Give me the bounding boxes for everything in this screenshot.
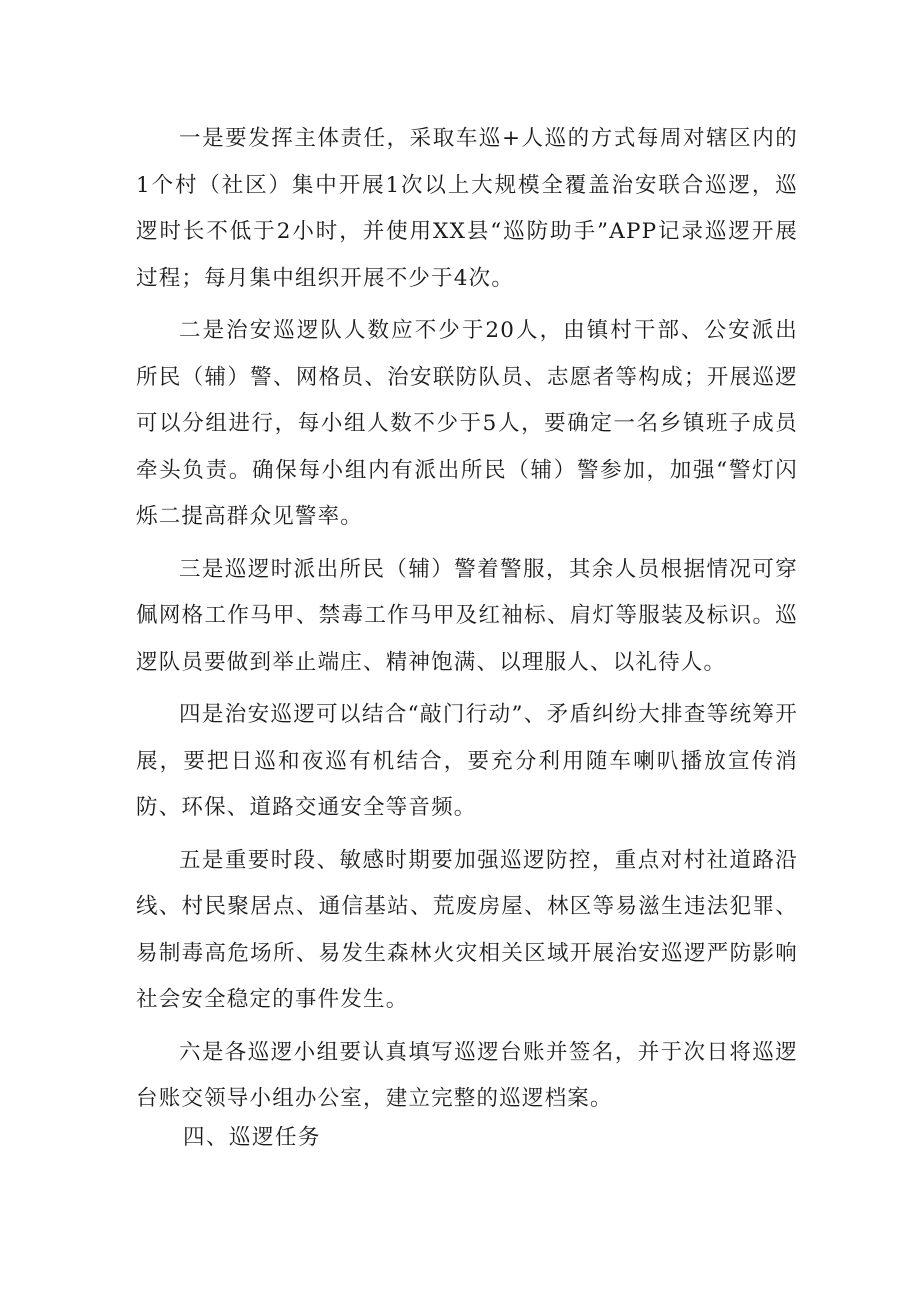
paragraph-6: 六是各巡逻小组要认真填写巡逻台账并签名，并于次日将巡逻台账交领导小组办公室，建立完整的巡逻档案。 bbox=[136, 1039, 798, 1111]
section-heading: 四、巡逻任务 bbox=[183, 1125, 322, 1150]
paragraph-2: 二是治安巡逻队人数应不少于20人，由镇村干部、公安派出所民（辅）警、网格员、治安联防队员、志愿者等构成；开展巡逻可以分组进行，每小组人数不少于5人，要确定一名乡镇班子成员牵头负责。确保每小组内有派出所民（辅）警参加，加强“警灯闪烁二提高群众见警率。 bbox=[136, 318, 798, 529]
paragraph-5: 五是重要时段、敏感时期要加强巡逻防控，重点对村社道路沿线、村民聚居点、通信基站、荒废房屋、林区等易滋生违法犯罪、易制毒高危场所、易发生森林火灾相关区域开展治安巡逻严防影响社会安全稳定的事件发生。 bbox=[136, 847, 798, 1012]
paragraph-4: 四是治安巡逻可以结合“敲门行动”、矛盾纠纷大排查等统筹开展，要把日巡和夜巡有机结合，要充分利用随车喇叭播放宣传消防、环保、道路交通安全等音频。 bbox=[136, 702, 798, 820]
paragraph-1: 一是要发挥主体责任，采取车巡+人巡的方式每周对辖区内的1个村（社区）集中开展1次以上大规模全覆盖治安联合巡逻，巡逻时长不低于2小时，并使用XX县“巡防助手”APP记录巡逻开展过程；每月集中组织开展不少于4次。 bbox=[136, 126, 798, 291]
document-body bbox=[136, 116, 798, 1129]
paragraph-3: 三是巡逻时派出所民（辅）警着警服，其余人员根据情况可穿佩网格工作马甲、禁毒工作马甲及红袖标、肩灯等服装及标识。巡逻队员要做到举止端庄、精神饱满、以理服人、以礼待人。 bbox=[136, 556, 798, 675]
